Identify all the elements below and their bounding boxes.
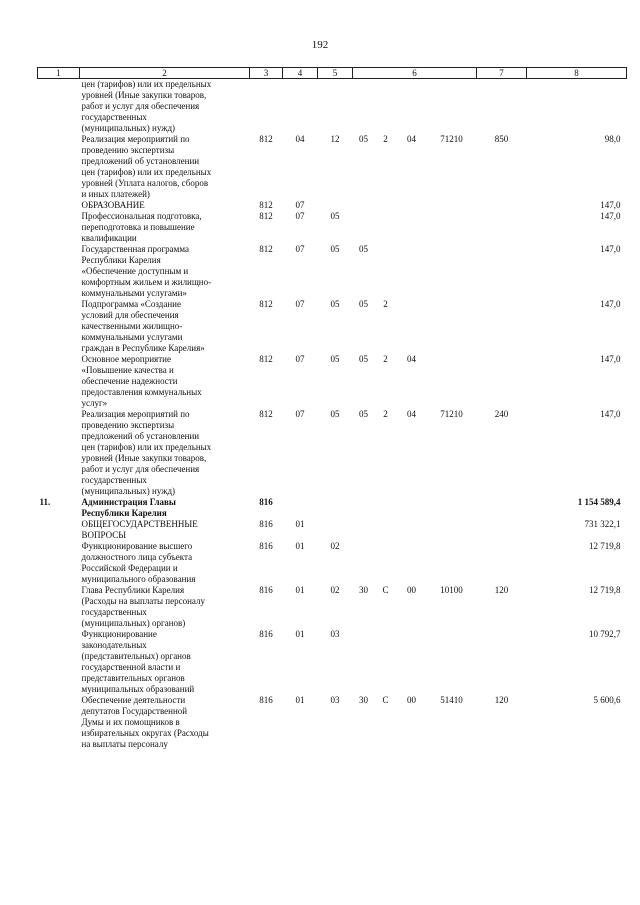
row-number — [38, 244, 80, 299]
target-code-activity: 00 — [407, 695, 416, 705]
expense-type-code — [477, 200, 527, 211]
table-row — [38, 585, 627, 629]
ministry-code: 812 — [259, 200, 273, 210]
table-row — [38, 541, 627, 585]
target-code-subprogram — [375, 541, 397, 585]
row-number — [38, 629, 80, 695]
target-code-direction — [427, 354, 477, 409]
subsection-code: 03 — [330, 629, 340, 639]
target-code-program — [353, 79, 375, 135]
subsection-code: 02 — [330, 585, 340, 595]
expense-type-code — [477, 497, 527, 519]
row-number — [38, 695, 80, 750]
row-number — [38, 79, 80, 135]
target-code-subprogram: 2 — [383, 354, 388, 364]
ministry-code: 816 — [259, 497, 273, 507]
target-code-program: 05 — [359, 354, 368, 364]
row-number — [38, 354, 80, 409]
row-name: Администрация Главы Республики Карелия — [81, 497, 176, 518]
section-code — [283, 497, 318, 519]
row-name: Функционирование высшего должностного лица субъекта Российской Федерации и муниципального образования — [81, 541, 196, 584]
target-code-activity — [397, 497, 427, 519]
section-code: 07 — [295, 299, 305, 309]
target-code-program — [353, 211, 375, 244]
section-code: 01 — [295, 585, 305, 595]
row-number — [38, 299, 80, 354]
amount: 12 719,8 — [589, 541, 621, 551]
target-code-program — [353, 200, 375, 211]
target-code-activity: 04 — [407, 409, 416, 419]
row-name: Функционирование законодательных (представительных) органов государственной власти и представительных органов муниципальных образований — [81, 629, 195, 694]
target-code-subprogram — [375, 629, 397, 695]
table-row — [38, 200, 627, 211]
row-name: Основное мероприятие «Повышение качества и обеспечение надежности предоставления коммунальных услуг» — [81, 354, 202, 408]
expense-type-code — [477, 79, 527, 135]
section-code: 07 — [295, 211, 305, 221]
section-code: 01 — [295, 519, 305, 529]
target-code-subprogram — [375, 519, 397, 541]
target-code-direction — [427, 244, 477, 299]
header-col-2: 2 — [80, 68, 250, 79]
row-number: 11. — [39, 497, 51, 507]
ministry-code: 812 — [259, 299, 273, 309]
page-number: 192 — [311, 39, 329, 51]
subsection-code: 02 — [330, 541, 340, 551]
amount: 147,0 — [600, 354, 621, 364]
subsection-code: 12 — [330, 134, 340, 144]
row-name: Глава Республики Карелия (Расходы на выплаты персоналу государственных (муниципальных) органов) — [81, 585, 205, 628]
amount: 147,0 — [600, 200, 621, 210]
target-code-subprogram: 2 — [383, 299, 388, 309]
subsection-code: 05 — [330, 354, 340, 364]
amount: 5 600,6 — [593, 695, 621, 705]
subsection-code: 05 — [330, 299, 340, 309]
target-code-activity: 04 — [407, 354, 416, 364]
ministry-code: 816 — [259, 695, 273, 705]
table-row — [38, 79, 627, 135]
ministry-code: 812 — [259, 354, 273, 364]
row-name: Обеспечение деятельности депутатов Государственной Думы и их помощников в избирательных округах (Расходы на выплаты персоналу — [81, 695, 209, 749]
target-code-program: 05 — [359, 244, 368, 254]
budget-table — [37, 67, 627, 750]
row-number — [38, 541, 80, 585]
ministry-code: 812 — [259, 409, 273, 419]
target-code-subprogram — [375, 211, 397, 244]
row-name: Реализация мероприятий по проведению экспертизы предложений об установлении цен (тарифов) или их предельных уровней (Иные закупки товаров, работ и услуг для обеспечения государственных (муниципальных) нужд) — [81, 409, 212, 496]
expense-type-code: 850 — [494, 134, 509, 144]
subsection-code — [318, 200, 353, 211]
header-row — [38, 68, 627, 79]
amount: 12 719,8 — [589, 585, 621, 595]
subsection-code: 05 — [330, 211, 340, 221]
target-code-program — [353, 519, 375, 541]
section-code: 01 — [295, 695, 305, 705]
table-row — [38, 354, 627, 409]
expense-type-code: 120 — [494, 695, 509, 705]
table-row — [38, 244, 627, 299]
table-row — [38, 519, 627, 541]
table-body — [38, 79, 627, 751]
amount — [527, 79, 627, 135]
section-code: 07 — [295, 354, 305, 364]
target-code-direction — [427, 79, 477, 135]
target-code-direction — [427, 629, 477, 695]
target-code-subprogram — [375, 200, 397, 211]
ministry-code — [250, 79, 283, 135]
table-row — [38, 629, 627, 695]
row-name: ОБЩЕГОСУДАРСТВЕННЫЕ ВОПРОСЫ — [81, 519, 198, 540]
expense-type-code — [477, 629, 527, 695]
row-name: Реализация мероприятий по проведению экспертизы предложений об установлении цен (тарифов) или их предельных уровней (Уплата налогов, сборов и иных платежей) — [81, 134, 212, 199]
target-code-activity — [397, 79, 427, 135]
target-code-direction: 71210 — [440, 134, 463, 144]
table-row — [38, 211, 627, 244]
ministry-code: 816 — [259, 519, 273, 529]
target-code-direction — [427, 299, 477, 354]
section-code: 07 — [295, 244, 305, 254]
header-col-6: 6 — [353, 68, 477, 79]
section-code: 04 — [295, 134, 305, 144]
amount: 1 154 589,4 — [577, 497, 621, 507]
amount: 147,0 — [600, 409, 621, 419]
expense-type-code — [477, 519, 527, 541]
target-code-activity — [397, 629, 427, 695]
row-name: Профессиональная подготовка, переподготовка и повышение квалификации — [81, 211, 202, 243]
header-col-4: 4 — [283, 68, 318, 79]
header-col-5: 5 — [318, 68, 353, 79]
expense-type-code — [477, 211, 527, 244]
ministry-code: 812 — [259, 244, 273, 254]
subsection-code: 03 — [330, 695, 340, 705]
target-code-program — [353, 541, 375, 585]
subsection-code — [318, 497, 353, 519]
target-code-direction — [427, 519, 477, 541]
subsection-code — [318, 519, 353, 541]
section-code: 01 — [295, 629, 305, 639]
section-code: 07 — [295, 200, 305, 210]
amount: 147,0 — [600, 211, 621, 221]
row-name: цен (тарифов) или их предельных уровней (Иные закупки товаров, работ и услуг для обеспечения государственных (муниципальных) нужд) — [81, 79, 212, 133]
table-row — [38, 134, 627, 200]
table-row — [38, 497, 627, 519]
amount: 147,0 — [600, 299, 621, 309]
target-code-program: 05 — [359, 299, 368, 309]
amount: 98,0 — [604, 134, 621, 144]
target-code-activity — [397, 200, 427, 211]
row-name: Государственная программа Республики Карелия «Обеспечение доступным и комфортным жильем и жилищно- коммунальными услугами» — [81, 244, 212, 298]
row-number — [38, 211, 80, 244]
row-name: ОБРАЗОВАНИЕ — [81, 200, 145, 210]
row-number — [38, 519, 80, 541]
target-code-subprogram: 2 — [383, 134, 388, 144]
header-col-8: 8 — [527, 68, 627, 79]
ministry-code: 816 — [259, 585, 273, 595]
ministry-code: 812 — [259, 211, 273, 221]
target-code-direction: 10100 — [440, 585, 463, 595]
target-code-subprogram — [375, 79, 397, 135]
target-code-activity — [397, 541, 427, 585]
target-code-subprogram — [375, 244, 397, 299]
target-code-subprogram: С — [382, 695, 389, 705]
amount: 731 322,1 — [584, 519, 621, 529]
subsection-code — [318, 79, 353, 135]
row-number — [38, 134, 80, 200]
target-code-subprogram: 2 — [383, 409, 388, 419]
expense-type-code — [477, 541, 527, 585]
section-code: 07 — [295, 409, 305, 419]
row-name: Подпрограмма «Создание условий для обеспечения качественными жилищно- коммунальными услугами граждан в Республике Карелия» — [81, 299, 205, 353]
target-code-activity — [397, 211, 427, 244]
header-col-1: 1 — [38, 68, 80, 79]
row-number — [38, 409, 80, 497]
target-code-subprogram: С — [382, 585, 389, 595]
subsection-code: 05 — [330, 409, 340, 419]
ministry-code: 816 — [259, 541, 273, 551]
ministry-code: 812 — [259, 134, 273, 144]
target-code-direction — [427, 497, 477, 519]
expense-type-code — [477, 299, 527, 354]
target-code-program: 30 — [359, 585, 368, 595]
header-col-7: 7 — [477, 68, 527, 79]
ministry-code: 816 — [259, 629, 273, 639]
target-code-activity — [397, 299, 427, 354]
subsection-code: 05 — [330, 244, 340, 254]
target-code-activity: 00 — [407, 585, 416, 595]
target-code-program — [353, 629, 375, 695]
target-code-direction — [427, 541, 477, 585]
table-row — [38, 409, 627, 497]
target-code-activity — [397, 244, 427, 299]
section-code: 01 — [295, 541, 305, 551]
expense-type-code: 120 — [494, 585, 509, 595]
table-row — [38, 299, 627, 354]
section-code — [283, 79, 318, 135]
target-code-program: 05 — [359, 134, 368, 144]
target-code-direction: 51410 — [440, 695, 463, 705]
amount: 147,0 — [600, 244, 621, 254]
target-code-program: 30 — [359, 695, 368, 705]
target-code-program: 05 — [359, 409, 368, 419]
row-number — [38, 200, 80, 211]
expense-type-code — [477, 244, 527, 299]
table-row — [38, 695, 627, 750]
target-code-subprogram — [375, 497, 397, 519]
amount: 10 792,7 — [589, 629, 621, 639]
header-col-3: 3 — [250, 68, 283, 79]
target-code-activity: 04 — [407, 134, 416, 144]
target-code-direction: 71210 — [440, 409, 463, 419]
row-number — [38, 585, 80, 629]
target-code-direction — [427, 211, 477, 244]
expense-type-code: 240 — [494, 409, 509, 419]
expense-type-code — [477, 354, 527, 409]
target-code-program — [353, 497, 375, 519]
target-code-activity — [397, 519, 427, 541]
target-code-direction — [427, 200, 477, 211]
